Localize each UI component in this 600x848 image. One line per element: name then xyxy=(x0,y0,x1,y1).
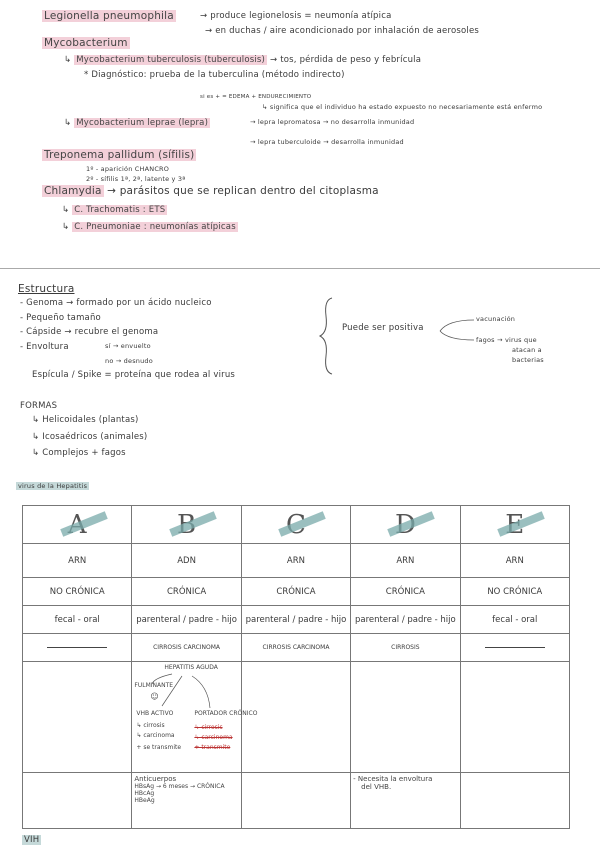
row-letters xyxy=(23,506,570,544)
puede-positiva: Puede ser positiva xyxy=(342,323,424,333)
comp-e xyxy=(460,634,569,662)
notes-a xyxy=(23,773,132,829)
chron-e: NO CRÓNICA xyxy=(460,578,569,606)
hbcag: HBcAg xyxy=(134,790,155,797)
portador-cirrosis: ↳ cirrosis xyxy=(194,724,223,731)
trans-c: parenteral / padre - hijo xyxy=(241,606,350,634)
acid-d: ARN xyxy=(351,544,460,578)
treponema-line-2: 2º - sífilis 1ª, 2ª, latente y 3ª xyxy=(86,175,186,183)
envoltura-si: sí → envuelto xyxy=(105,342,151,350)
legionella-line-1: → produce legionelosis = neumonía atípica xyxy=(200,11,392,21)
chron-a: NO CRÓNICA xyxy=(23,578,132,606)
diag-e xyxy=(460,662,569,773)
formas-title: FORMAS xyxy=(20,401,58,411)
legionella-title: Legionella pneumophila xyxy=(44,10,174,22)
notes-e xyxy=(460,773,569,829)
vhb-activo: VHB ACTIVO xyxy=(136,710,174,717)
notes-d xyxy=(351,773,460,829)
trans-e: fecal - oral xyxy=(460,606,569,634)
vhb-cirrosis: ↳ cirrosis xyxy=(136,722,165,729)
divider xyxy=(0,268,600,269)
forma-1: ↳ Helicoidales (plantas) xyxy=(32,415,139,425)
anticuerpos-title: Anticuerpos xyxy=(134,775,177,783)
row-comp xyxy=(23,634,570,662)
chlamydia-pneumoniae: ↳ C. Pneumoniae : neumonías atípicas xyxy=(62,222,236,232)
legionella-line-2: → en duchas / aire acondicionado por inhalación de aerosoles xyxy=(205,26,480,36)
estructura-genoma: - Genoma → formado por un ácido nucleico xyxy=(20,298,212,308)
notes-b xyxy=(132,773,241,829)
letter-e xyxy=(460,506,569,544)
estructura-envoltura: - Envoltura xyxy=(20,342,69,352)
row-chronic xyxy=(23,578,570,606)
portador-carcinoma: ↳ carcinoma xyxy=(194,734,233,741)
row-acid xyxy=(23,544,570,578)
acid-a: ARN xyxy=(23,544,132,578)
hepatitis-table xyxy=(22,505,570,829)
row-diagram xyxy=(23,662,570,773)
row-notes xyxy=(23,773,570,829)
forma-3: ↳ Complejos + fagos xyxy=(32,448,126,458)
portador-transmite: + transmite xyxy=(194,744,231,751)
treponema-line-1: 1º - aparición CHANCRO xyxy=(86,165,170,173)
tb-line: ↳ Mycobacterium tuberculosis (tuberculosis) → tos, pérdida de peso y febrícula xyxy=(64,55,422,65)
d-note-2: del VHB. xyxy=(361,783,392,791)
chron-b: CRÓNICA xyxy=(132,578,241,606)
chron-d: CRÓNICA xyxy=(351,578,460,606)
comp-a xyxy=(23,634,132,662)
comp-d: CIRROSIS xyxy=(351,634,460,662)
chlamydia-trachomatis: ↳ C. Trachomatis : ETS xyxy=(62,205,166,215)
estructura-capside: - Cápside → recubre el genoma xyxy=(20,327,159,337)
letter-b xyxy=(132,506,241,544)
acid-c: ARN xyxy=(241,544,350,578)
smiley-icon: ☺ xyxy=(150,692,159,701)
vhb-transmite: + se transmite xyxy=(136,744,182,751)
chron-c: CRÓNICA xyxy=(241,578,350,606)
branch-arrows-icon xyxy=(438,316,478,346)
leprae-line: ↳ Mycobacterium leprae (lepra) xyxy=(64,118,209,128)
letter-a xyxy=(23,506,132,544)
vacunacion: vacunación xyxy=(476,315,516,323)
hbeag: HBeAg xyxy=(134,797,155,804)
diag-b xyxy=(132,662,258,773)
fulminante: FULMINANTE xyxy=(134,682,174,689)
envoltura-no: no → desnudo xyxy=(105,357,153,365)
vih-title: VIH xyxy=(24,835,40,845)
fagos: fagos → virus que xyxy=(476,336,537,344)
trans-b: parenteral / padre - hijo xyxy=(132,606,241,634)
portador-cronico: PORTADOR CRÓNICO xyxy=(194,710,258,717)
diag-c xyxy=(241,662,350,773)
chlamydia-title: Chlamydia → parásitos que se replican dentro del citoplasma xyxy=(44,185,379,197)
tb-si-positivo: si es + = EDEMA + ENDURECIMIENTO xyxy=(200,94,312,100)
fagos-3: bacterias xyxy=(512,356,544,364)
row-trans xyxy=(23,606,570,634)
estructura-title: Estructura xyxy=(18,283,75,295)
d-note-1: - Necesita la envoltura xyxy=(353,775,433,783)
lepra-tuberculoide: → lepra tuberculoide → desarrolla inmunidad xyxy=(250,138,404,146)
espicula: Espícula / Spike = proteína que rodea al virus xyxy=(32,370,236,380)
comp-b: CIRROSIS CARCINOMA xyxy=(132,634,241,662)
trans-a: fecal - oral xyxy=(23,606,132,634)
acid-e: ARN xyxy=(460,544,569,578)
notes-c xyxy=(241,773,350,829)
hepatitis-title: virus de la Hepatitis xyxy=(18,482,88,490)
forma-2: ↳ Icosaédricos (animales) xyxy=(32,432,148,442)
vhb-carcinoma: ↳ carcinoma xyxy=(136,732,175,739)
estructura-tamano: - Pequeño tamaño xyxy=(20,313,101,323)
comp-c: CIRROSIS CARCINOMA xyxy=(241,634,350,662)
mycobacterium-title: Mycobacterium xyxy=(44,37,128,49)
acid-b: ADN xyxy=(132,544,241,578)
arrows-icon xyxy=(142,670,222,710)
tb-significa: ↳ significa que el individuo ha estado expuesto no necesariamente está enfermo xyxy=(262,103,543,111)
hbsag: HBsAg → 6 meses → CRÓNICA xyxy=(134,783,225,790)
treponema-title: Treponema pallidum (sífilis) xyxy=(44,149,195,161)
letter-d xyxy=(351,506,460,544)
tb-diagnostico: * Diagnóstico: prueba de la tuberculina (método indirecto) xyxy=(84,70,345,80)
hep-aguda: HEPATITIS AGUDA xyxy=(164,664,218,671)
fagos-2: atacan a xyxy=(512,346,542,354)
letter-c xyxy=(241,506,350,544)
brace-icon xyxy=(318,296,348,376)
trans-d: parenteral / padre - hijo xyxy=(351,606,460,634)
diag-d xyxy=(351,662,460,773)
lepra-lepromatosa: → lepra lepromatosa → no desarrolla inmunidad xyxy=(250,118,415,126)
diag-a xyxy=(23,662,132,773)
